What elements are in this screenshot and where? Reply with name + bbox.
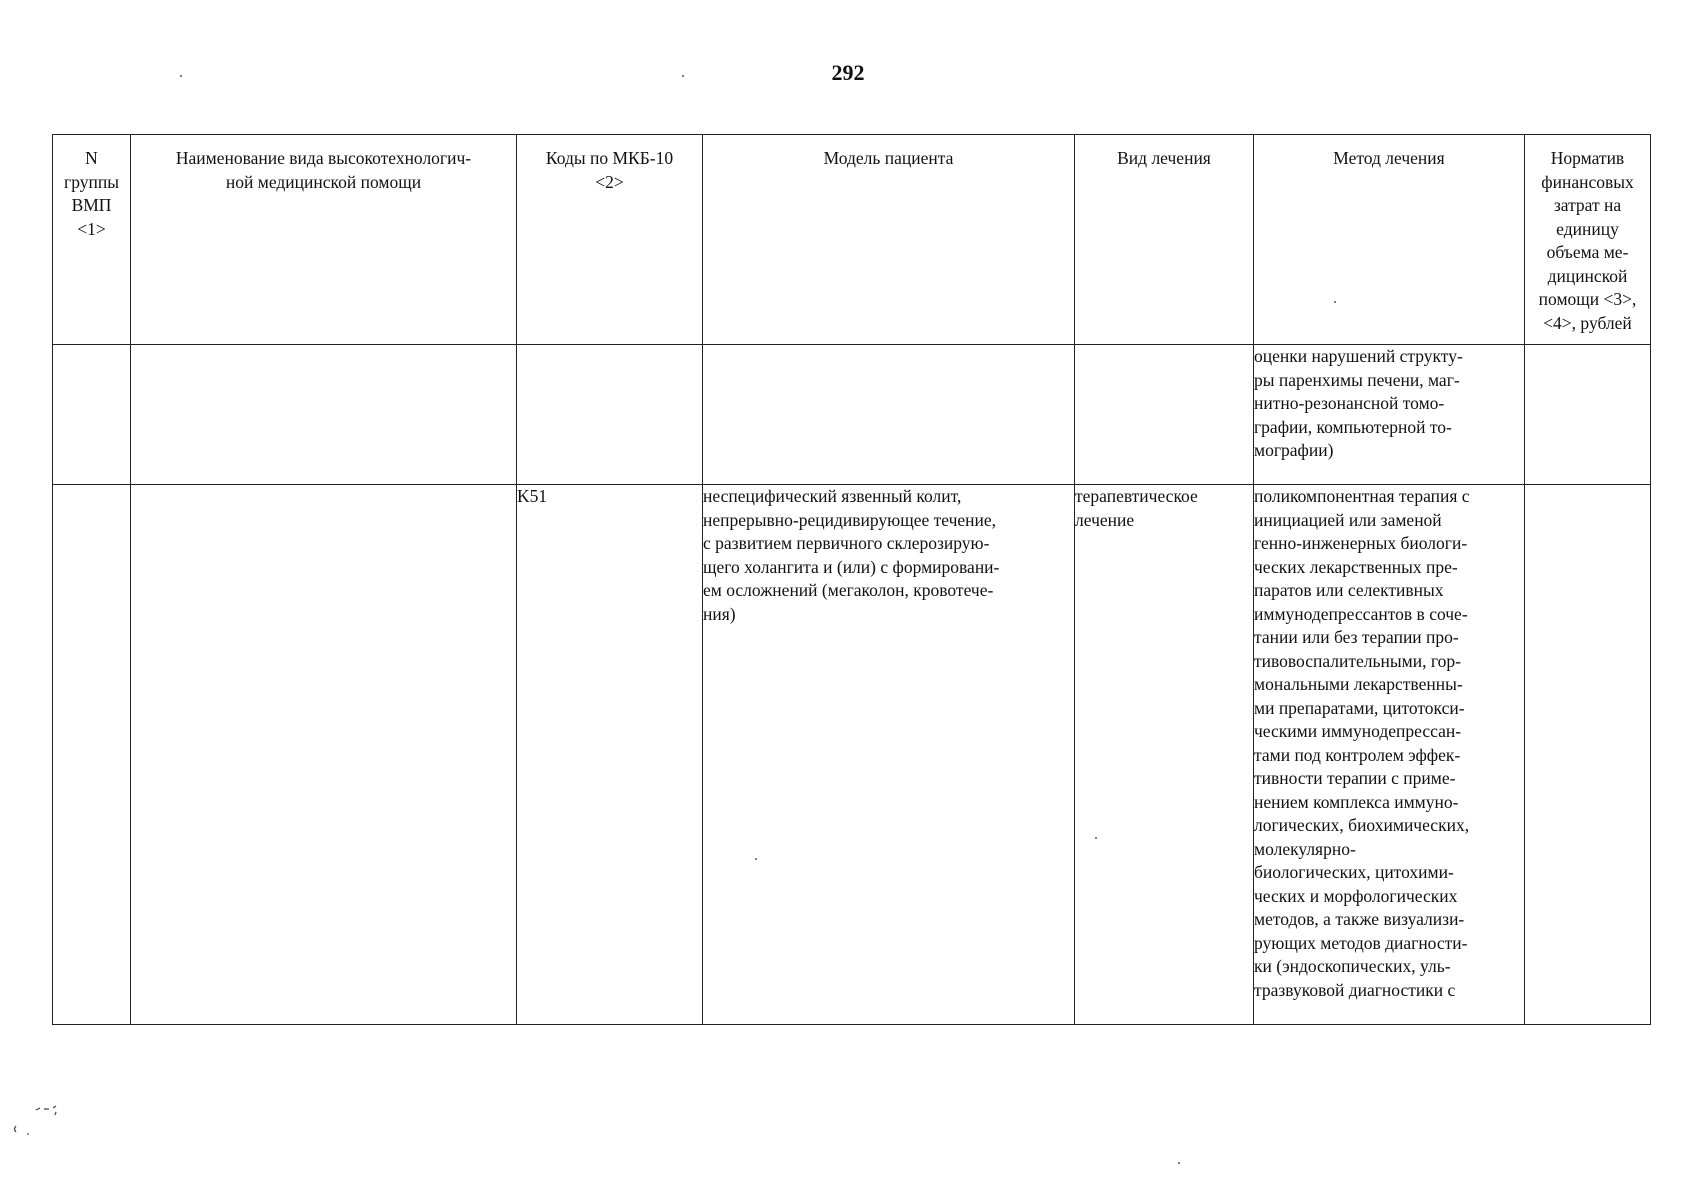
table-row (53, 485, 1651, 1025)
cell-name (131, 345, 517, 485)
cell-method (1254, 345, 1525, 485)
cell-norm (1525, 485, 1651, 1025)
patient-model-line: с развитием первичного склерозирую- (703, 533, 990, 553)
method-line: графии, компьютерной то- (1254, 416, 1452, 437)
method-line: ры паренхимы печени, маг- (1254, 369, 1460, 390)
method-line: поликомпонентная терапия с (1254, 486, 1470, 506)
header-line: <2> (595, 171, 624, 192)
method-line: паратов или селективных (1254, 580, 1444, 600)
cell-treatment-type (1075, 485, 1254, 1025)
method-line: ческих и морфологических (1254, 885, 1458, 906)
scan-speck (180, 75, 182, 77)
header-line: финансовых (1541, 171, 1634, 192)
patient-model-line: щего холангита и (или) с формировани- (703, 556, 1000, 577)
header-norm (1525, 135, 1651, 345)
table-row (53, 345, 1651, 485)
header-line: дицинской (1547, 265, 1628, 286)
method-line: методов, а также визуализи- (1254, 909, 1465, 929)
header-line: N (85, 148, 98, 168)
cell-group-no (53, 345, 131, 485)
method-line: тивности терапии с приме- (1254, 768, 1456, 788)
method-line: нением комплекса иммуно- (1254, 791, 1459, 812)
header-line: единицу (1556, 218, 1619, 239)
patient-model-line: ем осложнений (мегаколон, кровотече- (703, 580, 994, 600)
header-codes (517, 135, 703, 345)
method-line: ми препаратами, цитотокси- (1254, 697, 1465, 718)
header-line: затрат на (1553, 195, 1622, 215)
table-header-row (53, 135, 1651, 345)
scan-smudge (10, 1100, 70, 1136)
header-line: Наименование вида высокотехнологич- (175, 148, 472, 168)
cell-norm (1525, 345, 1651, 485)
method-line: молекулярно- (1254, 838, 1356, 859)
header-line: ной медицинской помощи (225, 171, 422, 192)
header-line: ВМП (71, 195, 112, 215)
method-line: оценки нарушений структу- (1254, 346, 1463, 366)
patient-model-line: неспецифический язвенный колит, (703, 486, 962, 506)
scan-speck (1178, 1162, 1180, 1164)
method-line: рующих методов диагности- (1254, 932, 1468, 953)
method-line: ческих лекарственных пре- (1254, 556, 1458, 577)
method-line: нитно-резонансной томо- (1254, 393, 1445, 413)
header-method: Метод лечения (1254, 135, 1525, 345)
method-line: тании или без терапии про- (1254, 627, 1459, 647)
cell-codes (517, 345, 703, 485)
scan-speck (1334, 301, 1336, 303)
method-line: биологических, цитохими- (1254, 862, 1454, 882)
treatment-type-line: терапевтическое (1075, 486, 1198, 506)
scan-speck (682, 75, 684, 77)
method-line: мональными лекарственны- (1254, 674, 1463, 694)
cell-codes: K51 (517, 485, 703, 1025)
header-line: <4>, рублей (1543, 312, 1632, 333)
method-line: мографии) (1254, 440, 1334, 460)
header-line: объема ме- (1546, 242, 1629, 262)
method-line: тами под контролем эффек- (1254, 744, 1461, 765)
header-patient-model: Модель пациента (703, 135, 1075, 345)
scan-speck (755, 858, 757, 860)
header-treatment-type: Вид лечения (1075, 135, 1254, 345)
patient-model-line: ния) (703, 603, 736, 624)
cell-method (1254, 485, 1525, 1025)
method-line: тивовоспалительными, гор- (1254, 650, 1461, 671)
method-line: инициацией или заменой (1254, 509, 1442, 530)
header-line: <1> (77, 218, 106, 239)
page-number: 292 (831, 60, 865, 85)
method-line: иммунодепрессантов в соче- (1254, 603, 1468, 624)
method-line: тразвуковой диагностики с (1254, 979, 1456, 1000)
cell-treatment-type (1075, 345, 1254, 485)
cell-name (131, 485, 517, 1025)
cell-patient-model (703, 345, 1075, 485)
patient-model-line: непрерывно-рецидивирующее течение, (703, 509, 997, 530)
header-name (131, 135, 517, 345)
treatment-type-line: лечение (1075, 509, 1135, 530)
scan-speck (1095, 837, 1097, 839)
cell-group-no (53, 485, 131, 1025)
header-line: Норматив (1550, 148, 1625, 168)
header-group-no (53, 135, 131, 345)
method-line: логических, биохимических, (1254, 815, 1470, 835)
header-line: помощи <3>, (1538, 289, 1637, 309)
header-line: группы (64, 171, 119, 192)
method-line: ческими иммунодепрессан- (1254, 721, 1462, 741)
method-line: генно-инженерных биологи- (1254, 533, 1468, 553)
header-line: Коды по МКБ-10 (545, 148, 674, 168)
cell-patient-model (703, 485, 1075, 1025)
method-line: ки (эндоскопических, уль- (1254, 956, 1451, 976)
vmp-table (52, 134, 1651, 1025)
